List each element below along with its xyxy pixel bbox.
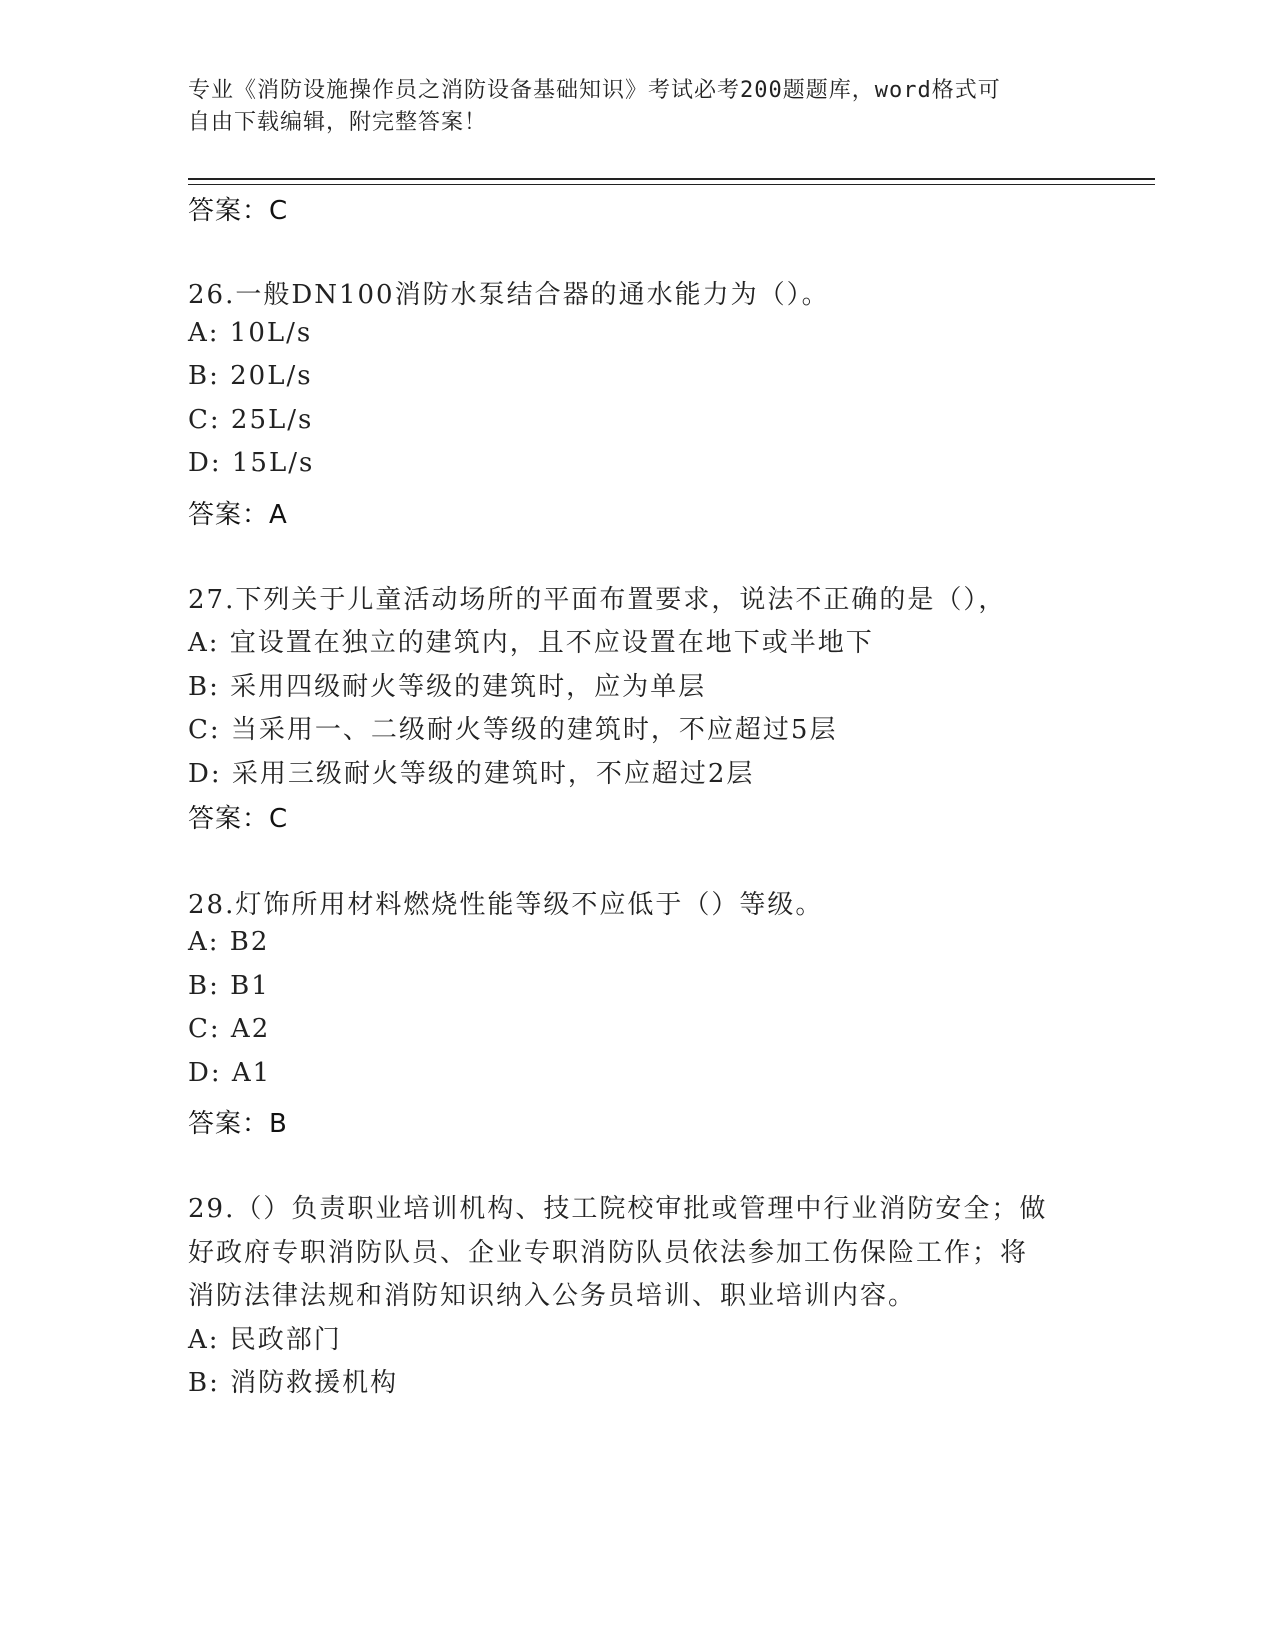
question-26-option-d: D: 15L/s	[188, 448, 315, 478]
question-26-option-a: A: 10L/s	[188, 318, 313, 348]
header-line-1: 专业《消防设施操作员之消防设备基础知识》考试必考200题题库，word格式可	[188, 78, 1001, 103]
question-27-option-d: D: 采用三级耐火等级的建筑时，不应超过2层	[188, 759, 755, 789]
document-header	[188, 75, 1088, 139]
question-29-stem-line-3: 消防法律法规和消防知识纳入公务员培训、职业培训内容。	[188, 1281, 917, 1311]
question-28-option-a: A: B2	[188, 927, 270, 957]
question-28-option-b: B: B1	[188, 971, 270, 1001]
question-26-option-c: C: 25L/s	[188, 405, 314, 435]
question-27-option-a: A: 宜设置在独立的建筑内，且不应设置在地下或半地下	[188, 628, 874, 658]
question-29-stem-line-2: 好政府专职消防队员、企业专职消防队员依法参加工伤保险工作；将	[188, 1238, 1029, 1268]
question-28-option-d: D: A1	[188, 1058, 272, 1088]
header-rule-thick	[188, 178, 1155, 180]
question-28-stem: 28.灯饰所用材料燃烧性能等级不应低于（）等级。	[188, 890, 824, 920]
header-line-2: 自由下载编辑，附完整答案！	[188, 110, 488, 135]
question-27-option-c: C: 当采用一、二级耐火等级的建筑时，不应超过5层	[188, 715, 838, 745]
question-29-option-b: B: 消防救援机构	[188, 1368, 399, 1398]
question-29-option-a: A: 民政部门	[188, 1325, 342, 1355]
question-26-answer: 答案：A	[188, 500, 288, 530]
question-29-stem-line-1: 29.（）负责职业培训机构、技工院校审批或管理中行业消防安全；做	[188, 1194, 1048, 1224]
question-27-option-b: B: 采用四级耐火等级的建筑时，应为单层	[188, 672, 707, 702]
question-26-option-b: B: 20L/s	[188, 361, 313, 391]
question-27-stem: 27.下列关于儿童活动场所的平面布置要求，说法不正确的是（），	[188, 585, 1007, 615]
question-28-answer: 答案：B	[188, 1109, 288, 1139]
question-26-stem: 26.一般DN100消防水泵结合器的通水能力为（）。	[188, 280, 830, 310]
header-rule-thin	[188, 184, 1155, 185]
answer-previous: 答案：C	[188, 196, 289, 226]
question-27-answer: 答案：C	[188, 804, 289, 834]
question-28-option-c: C: A2	[188, 1014, 271, 1044]
